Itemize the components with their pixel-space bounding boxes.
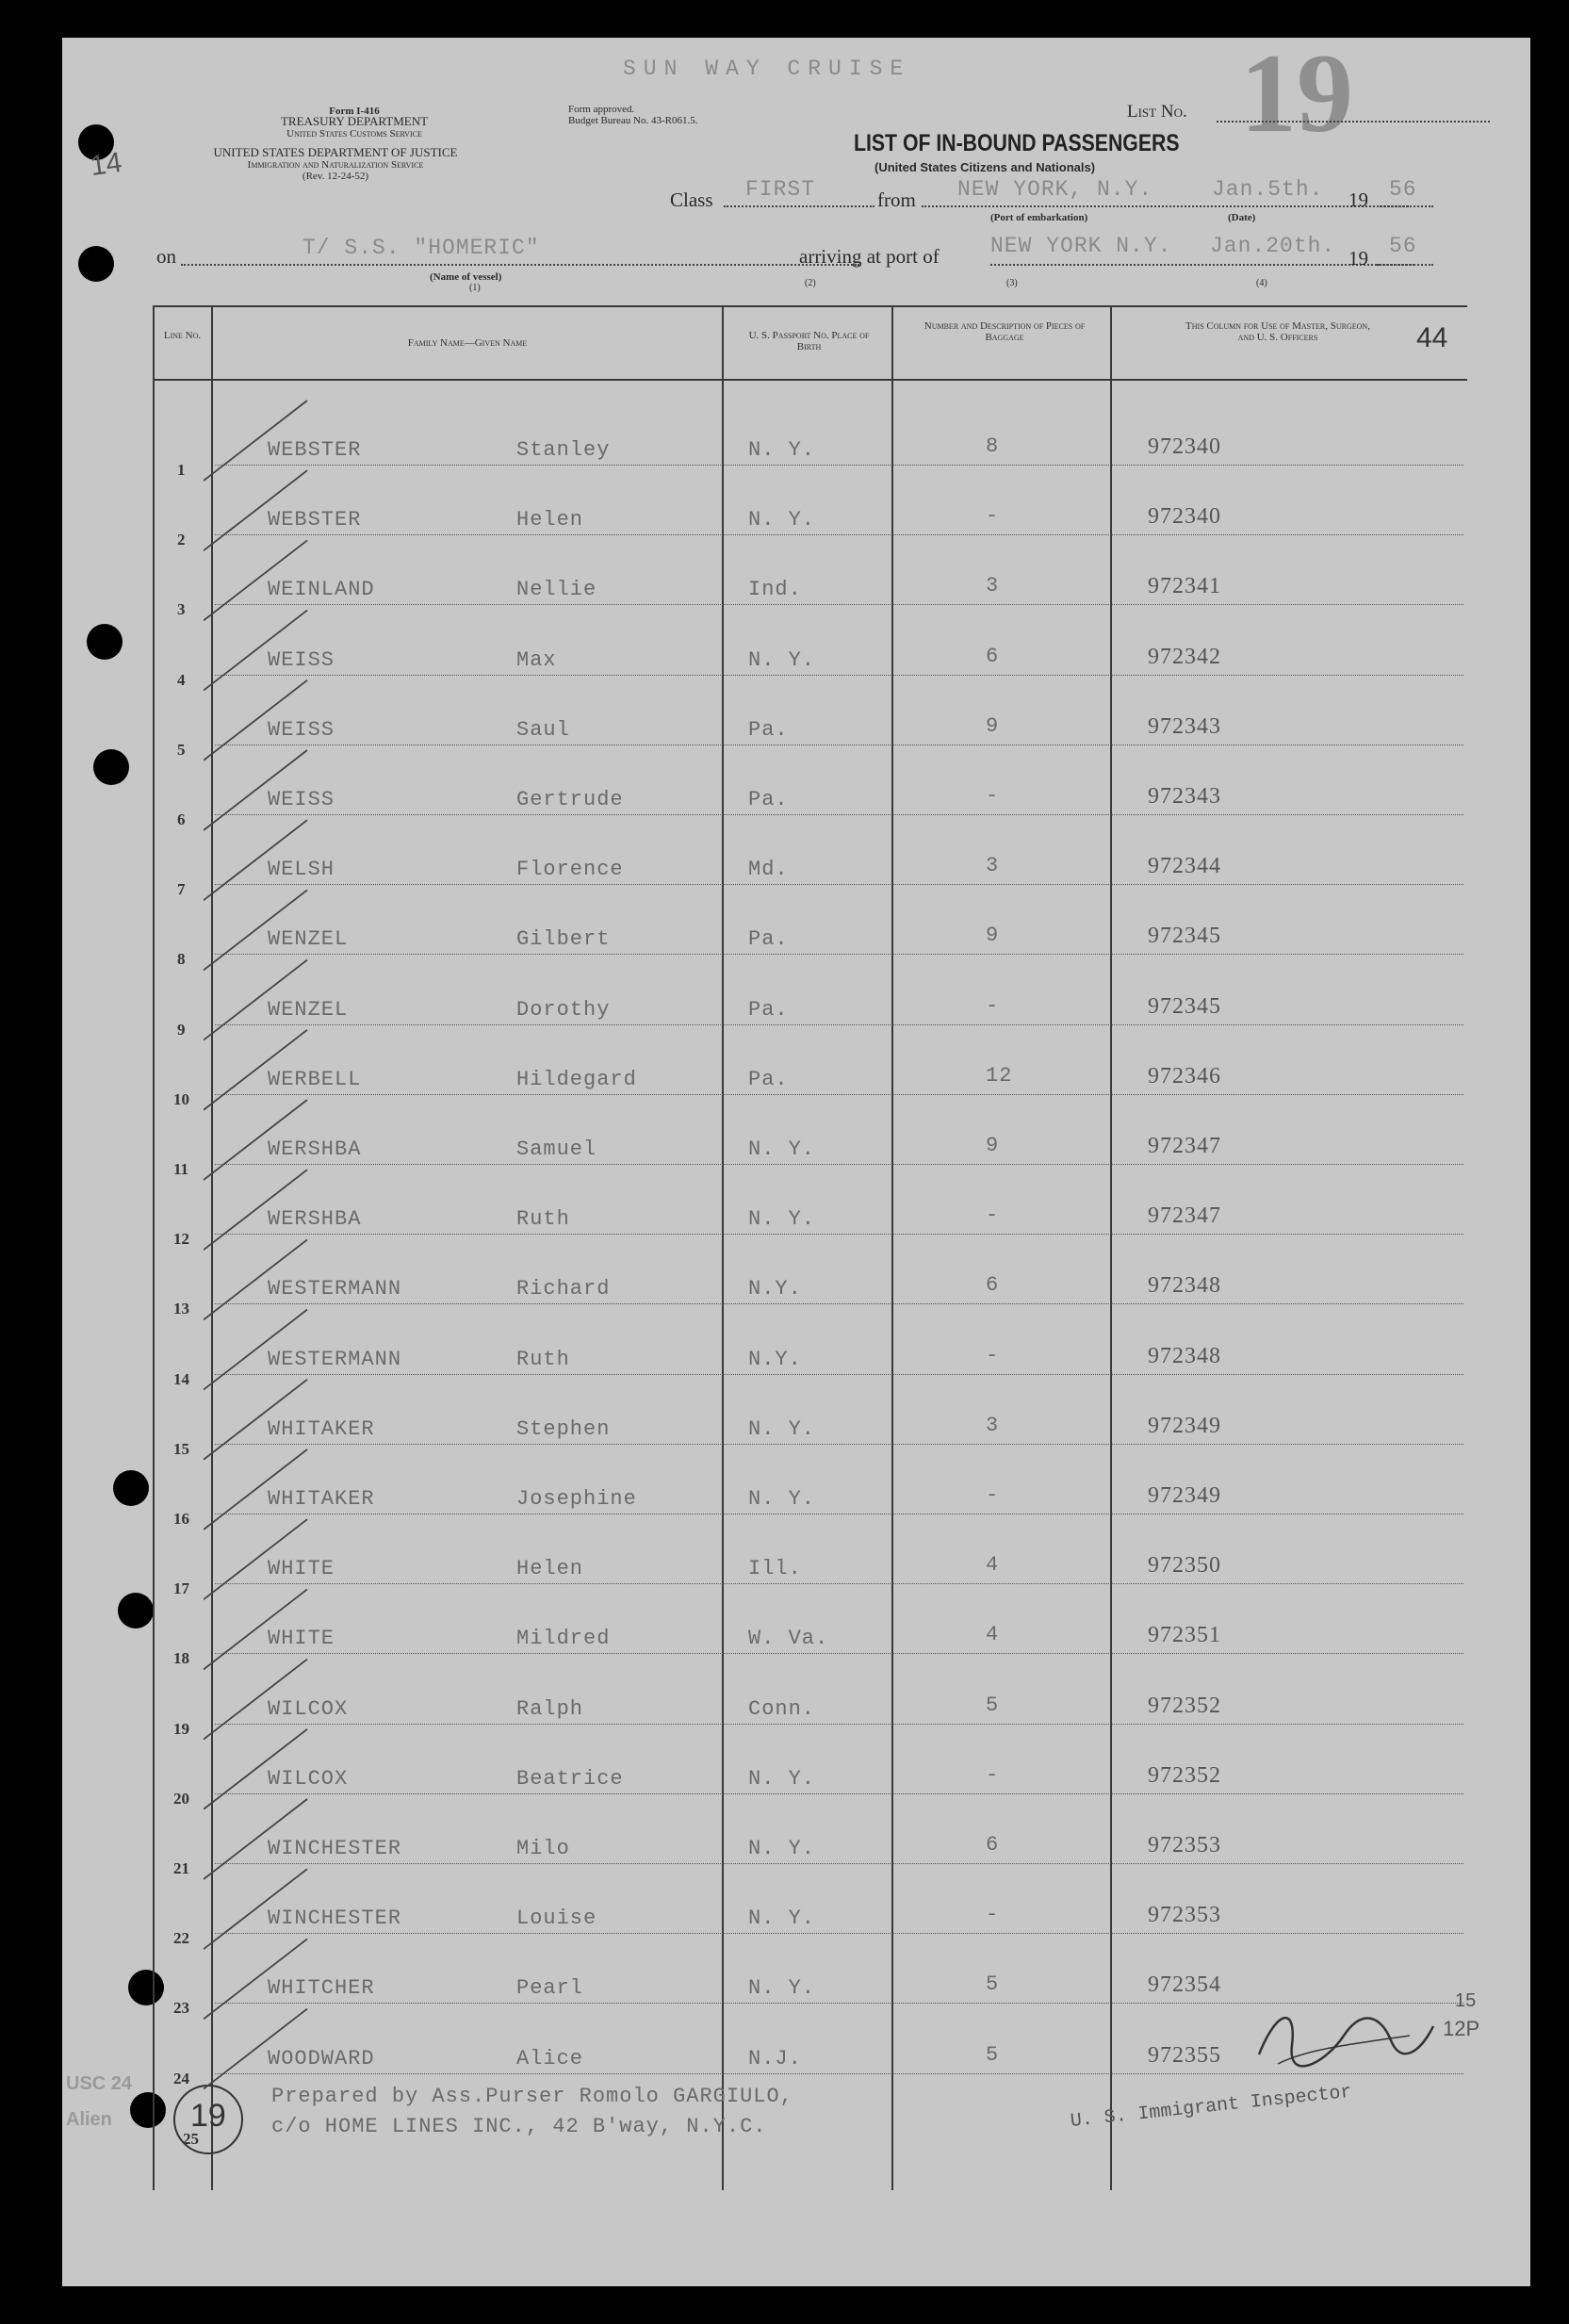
given-name: Pearl xyxy=(516,1976,584,2001)
birth-place: Pa. xyxy=(748,997,789,1022)
line-number: 21 xyxy=(173,1859,189,1877)
check-tick xyxy=(204,2009,307,2089)
table-header-bottom xyxy=(153,379,1467,381)
table-left-border xyxy=(153,305,155,2190)
check-tick xyxy=(204,611,307,691)
baggage-count: 12 xyxy=(986,1063,1013,1088)
header-officers: This Column for Use of Master, Surgeon, and U. S. Officers xyxy=(1185,320,1370,343)
list-no-label: List No. xyxy=(1127,102,1187,122)
caption-3: (3) xyxy=(1006,278,1018,288)
line-number: 22 xyxy=(173,1929,189,1948)
line-number: 23 xyxy=(173,1999,189,2018)
alien-stamp: Alien xyxy=(66,2109,112,2130)
inspector-signature xyxy=(1240,1998,1447,2083)
ticket-number: 972354 xyxy=(1148,1972,1221,1998)
row-underline xyxy=(215,814,1463,815)
arriving-year-prefix: 19 xyxy=(1348,247,1368,270)
row-underline xyxy=(215,1933,1463,1934)
given-name: Helen xyxy=(516,1557,584,1581)
baggage-count: 5 xyxy=(986,1972,1000,1997)
given-name: Ruth xyxy=(516,1207,570,1232)
year-field xyxy=(1377,205,1433,207)
usc-stamp: USC 24 xyxy=(66,2073,133,2094)
birth-place: Pa. xyxy=(748,717,789,742)
baggage-count: - xyxy=(986,1762,1000,1787)
line-number: 19 xyxy=(173,1719,189,1738)
baggage-count: 6 xyxy=(986,1273,1000,1298)
given-name: Ralph xyxy=(516,1696,584,1721)
given-name: Max xyxy=(516,647,557,672)
vessel-value: T/ S.S. "HOMERIC" xyxy=(302,236,540,260)
header-passport: U. S. Passport No. Place of Birth xyxy=(748,330,870,352)
row-underline xyxy=(215,1793,1463,1794)
check-tick xyxy=(204,540,307,620)
on-label: on xyxy=(156,245,176,268)
ticket-number: 972353 xyxy=(1148,1833,1221,1858)
year-prefix: 19 xyxy=(1348,188,1368,211)
birth-place: Ill. xyxy=(748,1557,802,1581)
line-number: 1 xyxy=(177,461,186,479)
ticket-number: 972352 xyxy=(1148,1762,1221,1788)
given-name: Ruth xyxy=(516,1347,570,1371)
ticket-number: 972352 xyxy=(1148,1693,1221,1718)
given-name: Alice xyxy=(516,2046,584,2070)
baggage-count: - xyxy=(986,1203,1000,1228)
row-underline xyxy=(215,1024,1463,1025)
check-tick xyxy=(204,1310,307,1390)
birth-place: N. Y. xyxy=(748,647,816,672)
row-underline xyxy=(215,1724,1463,1725)
given-name: Saul xyxy=(516,717,570,742)
family-name: WHITE xyxy=(268,1627,335,1651)
line-number: 4 xyxy=(177,670,186,689)
customs-service: United States Customs Service xyxy=(286,128,422,139)
baggage-count: - xyxy=(986,1343,1000,1367)
punch-hole xyxy=(130,2092,166,2128)
sheet-number: 19 xyxy=(1240,38,1353,155)
line-number-25: 25 xyxy=(183,2130,199,2148)
family-name: WINCHESTER xyxy=(268,1907,402,1931)
birth-place: Pa. xyxy=(748,788,789,811)
given-name: Louise xyxy=(516,1907,597,1931)
family-name: WEBSTER xyxy=(268,438,362,462)
line-number: 8 xyxy=(177,950,186,969)
check-tick xyxy=(204,680,307,761)
row-underline xyxy=(215,1863,1463,1864)
check-tick xyxy=(204,1380,307,1460)
given-name: Josephine xyxy=(516,1487,637,1511)
ticket-number: 972345 xyxy=(1148,924,1221,949)
check-tick xyxy=(204,1799,307,1879)
family-name: WEBSTER xyxy=(268,508,362,532)
line-number: 14 xyxy=(173,1369,189,1388)
birth-place: N. Y. xyxy=(748,1837,816,1860)
caption-2: (2) xyxy=(805,278,816,288)
arriving-year-field xyxy=(1377,264,1433,266)
baggage-count: 3 xyxy=(986,574,1000,598)
birth-place: N.J. xyxy=(748,2046,802,2070)
line-number: 9 xyxy=(177,1020,186,1039)
line-number: 3 xyxy=(177,600,186,619)
baggage-count: - xyxy=(986,1483,1000,1507)
justice-department: UNITED STATES DEPARTMENT OF JUSTICE xyxy=(213,145,458,159)
ticket-number: 972344 xyxy=(1148,854,1221,879)
row-underline xyxy=(215,1234,1463,1235)
form-number: Form I-416 xyxy=(329,106,380,117)
list-no-field xyxy=(1217,121,1490,123)
ticket-number: 972341 xyxy=(1148,574,1221,599)
family-name: WEINLAND xyxy=(268,578,375,602)
date-caption: (Date) xyxy=(1228,212,1256,223)
note-15: 15 xyxy=(1455,1990,1477,2011)
check-tick xyxy=(204,1519,307,1599)
row-underline xyxy=(215,675,1463,676)
row-underline xyxy=(215,465,1463,466)
punch-hole xyxy=(93,749,129,785)
given-name: Milo xyxy=(516,1837,570,1860)
birth-place: Md. xyxy=(748,858,789,882)
header-line-no: Line No. xyxy=(163,330,202,341)
birth-place: N. Y. xyxy=(748,1976,816,2001)
budget-bureau: Budget Bureau No. 43-R061.5. xyxy=(568,115,698,126)
family-name: WILCOX xyxy=(268,1766,349,1791)
prepared-by: Prepared by Ass.Purser Romolo GARGIULO, xyxy=(271,2085,793,2108)
punch-hole xyxy=(118,1593,154,1628)
ticket-number: 972347 xyxy=(1148,1134,1221,1158)
baggage-count: 9 xyxy=(986,924,1000,948)
from-date: Jan.5th. xyxy=(1212,177,1324,202)
ticket-number: 972345 xyxy=(1148,993,1221,1019)
list-subtitle: (United States Citizens and Nationals) xyxy=(874,160,1096,174)
cruise-stamp: SUN WAY CRUISE xyxy=(623,57,911,81)
arriving-label: arriving at port of xyxy=(799,245,940,268)
given-name: Stephen xyxy=(516,1416,611,1441)
check-tick xyxy=(204,1449,307,1530)
row-underline xyxy=(215,1303,1463,1304)
check-tick xyxy=(204,401,307,481)
given-name: Gertrude xyxy=(516,788,624,811)
line-number: 11 xyxy=(173,1160,189,1178)
class-label: Class xyxy=(670,188,713,211)
ticket-number: 972348 xyxy=(1148,1343,1221,1368)
check-tick xyxy=(204,1100,307,1180)
ins-service: Immigration and Naturalization Service xyxy=(247,159,424,171)
baggage-count: 9 xyxy=(986,713,1000,738)
check-tick xyxy=(204,890,307,970)
check-tick xyxy=(204,1660,307,1740)
line-number: 17 xyxy=(173,1579,189,1598)
check-tick xyxy=(204,750,307,830)
ticket-number: 972340 xyxy=(1148,504,1221,530)
given-name: Gilbert xyxy=(516,927,611,952)
family-name: WOODWARD xyxy=(268,2046,375,2070)
row-underline xyxy=(215,884,1463,885)
line-number: 5 xyxy=(177,740,186,759)
check-tick xyxy=(204,1239,307,1319)
row-underline xyxy=(215,1444,1463,1445)
immigrant-inspector: U. S. Immigrant Inspector xyxy=(1069,2081,1353,2133)
family-name: WHITAKER xyxy=(268,1416,375,1441)
baggage-count: 3 xyxy=(986,854,1000,878)
punch-hole xyxy=(113,1470,149,1506)
col-divider-name xyxy=(722,305,724,2190)
note-12p: 12P xyxy=(1443,2017,1480,2040)
checkmark-ticks xyxy=(204,396,392,2139)
ticket-number: 972347 xyxy=(1148,1203,1221,1229)
line-number: 13 xyxy=(173,1300,189,1318)
ticket-number: 972351 xyxy=(1148,1623,1221,1648)
family-name: WEISS xyxy=(268,647,335,672)
row-underline xyxy=(215,1164,1463,1165)
from-field xyxy=(922,205,1412,207)
family-name: WELSH xyxy=(268,858,335,882)
baggage-count: 6 xyxy=(986,644,1000,668)
row-underline xyxy=(215,534,1463,535)
baggage-count: 3 xyxy=(986,1413,1000,1437)
birth-place: Conn. xyxy=(748,1696,816,1721)
birth-place: W. Va. xyxy=(748,1627,829,1651)
family-name: WESTERMANN xyxy=(268,1347,402,1371)
line-number: 20 xyxy=(173,1789,189,1808)
header-baggage: Number and Description of Pieces of Baggage xyxy=(923,320,1086,343)
class-value: FIRST xyxy=(745,177,816,202)
birth-place: N. Y. xyxy=(748,1766,816,1791)
row-underline xyxy=(215,954,1463,955)
birth-place: N. Y. xyxy=(748,508,816,532)
list-title: LIST OF IN-BOUND PASSENGERS xyxy=(854,130,1180,156)
line-number: 12 xyxy=(173,1230,189,1249)
check-tick xyxy=(204,1729,307,1809)
given-name: Dorothy xyxy=(516,997,611,1022)
baggage-count: 4 xyxy=(986,1623,1000,1647)
given-name: Stanley xyxy=(516,438,611,462)
caption-4: (4) xyxy=(1256,278,1267,288)
circled-number-text: 19 xyxy=(190,2098,226,2134)
vessel-field xyxy=(181,264,859,266)
baggage-count: 9 xyxy=(986,1134,1000,1157)
line-number: 16 xyxy=(173,1510,189,1528)
check-tick xyxy=(204,1939,307,2019)
row-underline xyxy=(215,1583,1463,1584)
vessel-caption: (Name of vessel) xyxy=(430,271,502,283)
given-name: Nellie xyxy=(516,578,597,602)
baggage-count: 8 xyxy=(986,434,1000,458)
line-number: 18 xyxy=(173,1649,189,1668)
ticket-number: 972346 xyxy=(1148,1063,1221,1088)
ticket-number: 972342 xyxy=(1148,644,1221,669)
family-name: WERSHBA xyxy=(268,1207,362,1232)
revision: (Rev. 12-24-52) xyxy=(302,171,369,182)
prepared-address: c/o HOME LINES INC., 42 B'way, N.Y.C. xyxy=(271,2115,767,2138)
baggage-count: 6 xyxy=(986,1833,1000,1857)
family-name: WHITE xyxy=(268,1557,335,1581)
line-number: 7 xyxy=(177,880,186,899)
punch-hole xyxy=(78,246,114,282)
ticket-number: 972349 xyxy=(1148,1413,1221,1438)
check-tick xyxy=(204,1589,307,1669)
caption-1: (1) xyxy=(469,283,481,293)
family-name: WINCHESTER xyxy=(268,1837,402,1860)
check-tick xyxy=(204,1030,307,1110)
ticket-number: 972340 xyxy=(1148,434,1221,459)
family-name: WHITCHER xyxy=(268,1976,375,2001)
line-number: 15 xyxy=(173,1439,189,1458)
given-name: Beatrice xyxy=(516,1766,624,1791)
row-underline xyxy=(215,1374,1463,1375)
manifest-page xyxy=(62,38,1530,2286)
family-name: WERSHBA xyxy=(268,1137,362,1161)
given-name: Hildegard xyxy=(516,1067,637,1091)
from-value: NEW YORK, N.Y. xyxy=(957,177,1153,202)
check-tick xyxy=(204,820,307,900)
given-name: Richard xyxy=(516,1277,611,1301)
row-underline xyxy=(215,604,1463,605)
birth-place: N.Y. xyxy=(748,1347,802,1371)
table-top-border xyxy=(153,305,1467,307)
row-underline xyxy=(215,1094,1463,1095)
year-value: 56 xyxy=(1389,177,1417,202)
treasury-department: TREASURY DEPARTMENT xyxy=(280,114,429,128)
header-name: Family Name—Given Name xyxy=(407,337,528,349)
ticket-number: 972343 xyxy=(1148,713,1221,739)
check-tick xyxy=(204,1869,307,1949)
form-approved: Form approved. xyxy=(568,104,635,115)
ticket-number: 972349 xyxy=(1148,1483,1221,1508)
birth-place: N. Y. xyxy=(748,1207,816,1232)
row-underline xyxy=(215,1653,1463,1654)
baggage-count: 5 xyxy=(986,1693,1000,1717)
col-divider-passport xyxy=(891,305,893,2190)
family-name: WEISS xyxy=(268,788,335,811)
family-name: WESTERMANN xyxy=(268,1277,402,1301)
class-field xyxy=(724,205,874,207)
given-name: Florence xyxy=(516,858,624,882)
ticket-number: 972353 xyxy=(1148,1903,1221,1928)
punch-hole xyxy=(128,1970,164,2005)
arriving-value: NEW YORK N.Y. xyxy=(990,234,1172,258)
ticket-number: 972343 xyxy=(1148,784,1221,809)
port-caption: (Port of embarkation) xyxy=(990,212,1088,223)
ticket-number: 972350 xyxy=(1148,1553,1221,1579)
birth-place: N. Y. xyxy=(748,1487,816,1511)
given-name: Mildred xyxy=(516,1627,611,1651)
col-divider-baggage xyxy=(1110,305,1112,2190)
given-name: Samuel xyxy=(516,1137,597,1161)
baggage-count: - xyxy=(986,1903,1000,1927)
line-number: 24 xyxy=(173,2069,189,2087)
birth-place: N.Y. xyxy=(748,1277,802,1301)
family-name: WENZEL xyxy=(268,927,349,952)
family-name: WILCOX xyxy=(268,1696,349,1721)
ticket-number: 972355 xyxy=(1148,2042,1221,2068)
baggage-count: - xyxy=(986,504,1000,529)
punch-hole xyxy=(87,624,123,660)
line-number: 10 xyxy=(173,1089,189,1108)
family-name: WENZEL xyxy=(268,997,349,1022)
given-name: Helen xyxy=(516,508,584,532)
line-number: 6 xyxy=(177,810,186,828)
baggage-count: - xyxy=(986,993,1000,1018)
family-name: WERBELL xyxy=(268,1067,362,1091)
birth-place: Ind. xyxy=(748,578,802,602)
birth-place: N. Y. xyxy=(748,1416,816,1441)
arriving-date: Jan.20th. xyxy=(1210,234,1336,258)
margin-mark: 14 xyxy=(88,146,124,183)
family-name: WEISS xyxy=(268,717,335,742)
from-label: from xyxy=(877,188,916,211)
baggage-count: 5 xyxy=(986,2042,1000,2067)
arriving-year-value: 56 xyxy=(1389,234,1417,258)
check-tick xyxy=(204,470,307,550)
birth-place: Pa. xyxy=(748,1067,789,1091)
ticket-number: 972348 xyxy=(1148,1273,1221,1299)
side-note: 44 xyxy=(1416,322,1448,353)
birth-place: N. Y. xyxy=(748,1907,816,1931)
family-name: WHITAKER xyxy=(268,1487,375,1511)
birth-place: Pa. xyxy=(748,927,789,952)
line-number: 2 xyxy=(177,531,186,549)
baggage-count: - xyxy=(986,784,1000,808)
check-tick xyxy=(204,1170,307,1250)
birth-place: N. Y. xyxy=(748,1137,816,1161)
check-tick xyxy=(204,960,307,1040)
birth-place: N. Y. xyxy=(748,438,816,462)
baggage-count: 4 xyxy=(986,1553,1000,1578)
